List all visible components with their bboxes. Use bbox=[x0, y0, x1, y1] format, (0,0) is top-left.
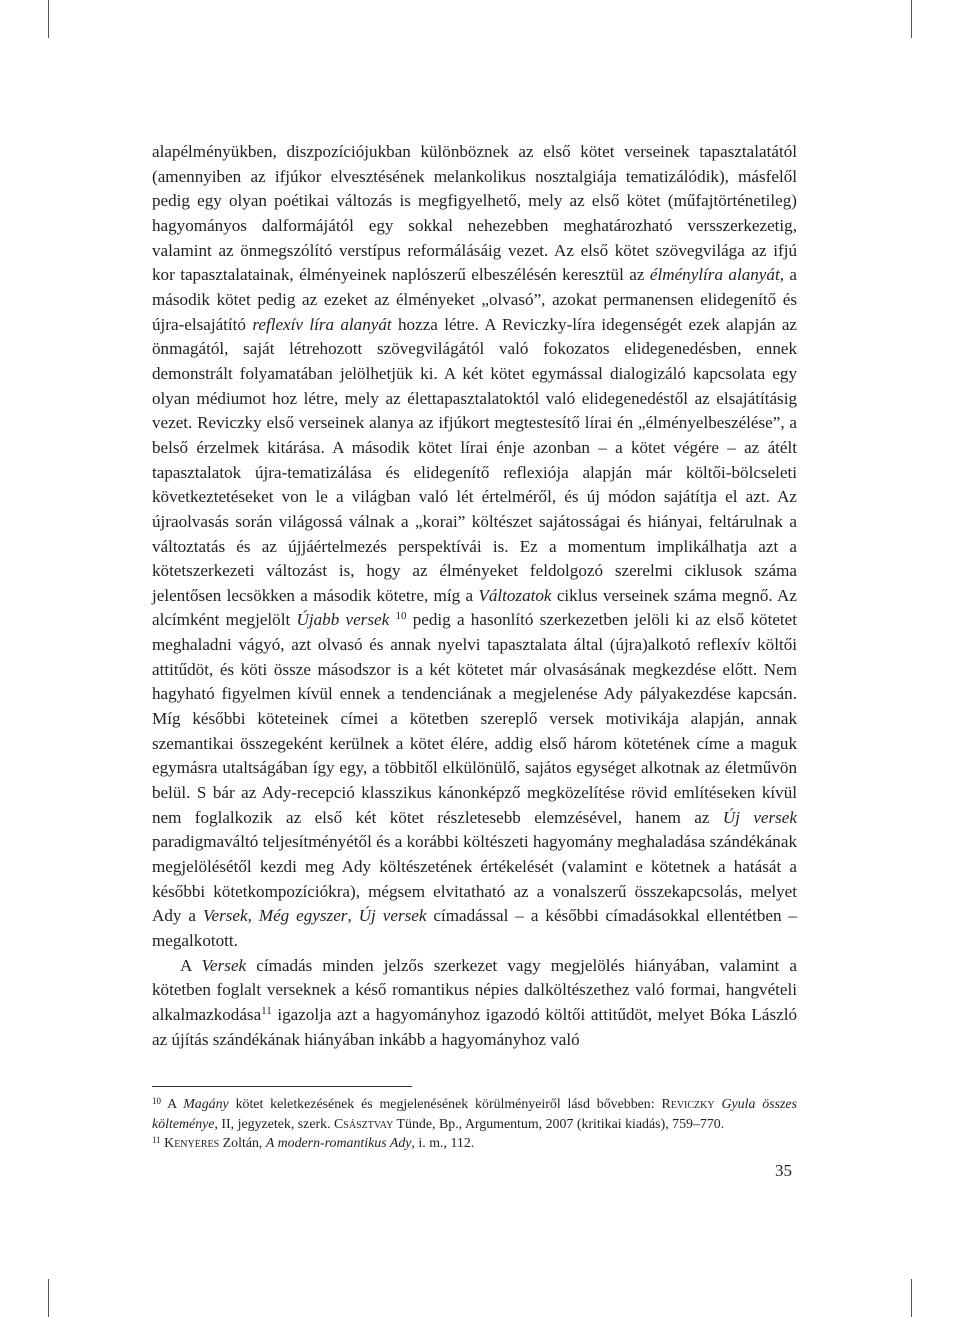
footnote-11: $^{11}$ Kenyeres Zoltán, A modern-romantikus Ady, i. m., 112. bbox=[152, 1135, 475, 1152]
crop-mark-bottom-right bbox=[911, 1279, 912, 1317]
paragraph-1: alapélményükben, diszpozíciójukban különböznek az első kötet verseinek tapasztalatától (amennyiben az ifjúkor elvesztésének melankolikus nosztalgiája tematizálódik), másfelől pedig egy olyan poétikai változás is megfigyelhető, mely az első kötet (műfajtörténetileg) hagyományos dalformájától egy sokkal nehezebben meghatározható versszerkezetig, valamint az önmegszólító verstípus reformálásáig vezet. Az első kötet szövegvilága az ifjú kor tapasztalatainak, élményeinek naplószerű elbeszélésén keresztül az élménylíra alanyát, a második kötet pedig az ezeket az élményeket „olvasó”, azokat permanensen elidegenítő és újra-elsajátító reflexív líra alanyát hozza létre. A Reviczky-líra idegenségét ezek alapján az önmagától, saját létrehozott szövegvilágától való fokozatos elidegenedésben, ennek demonstrált folyamatában jelölhetjük ki. A két kötet egymással dialogizáló kapcsolata egy olyan médiumot hoz létre, mely az élettapasztalatoktól való elidegenedéstől az elsajátításig vezet. Reviczky első verseinek alanya az ifjúkort megtestesítő lírai én „élményelbeszélése”, a belső érzelmek kitárása. A második kötet lírai énje azonban – a kötet végére – az átélt tapasztalatok újra-tematizálása és elidegenítő reflexiója alapján már költői-bölcseleti következtetéseket von le a világban való lét értelméről, és új módon sajátítja el azt. Az újraolvasás során világossá válnak a „korai” költészet sajátosságai és hiányai, feltárulnak a változtatás és az újjáértelmezés perspektívái is. Ez a momentum implikálhatja azt a kötetszerkezeti változást is, hogy az élményeket feldolgozó szerelmi ciklusok száma jelentősen lecsökken a második kötetre, míg a Változatok ciklus verseinek száma megnő. Az alcímként megjelölt Újabb versek $^{10}$ pedig a hasonlító szerkezetben jelöli ki az első kötetet meghaladni vágyó, azt olvasó és annak nyelvi tapasztalata által (újra)alkotó reflexív költői attitűdöt, és köti össze másodszor is a két kötetet már olvasásának megkezdése előtt. Nem hagyható figyelmen kívül ennek a tendenciának a megjelenése Ady pályakezdése kapcsán. Míg későbbi köteteinek címei a kötetben szereplő versek motivikája alapján, annak szemantikai összegeként kerülnek a kötet élére, addig első három kötetének címe a maguk egymásra utaltságában így egy, a többitől elkülönülő, sajátos egységet alkotnak az életművön belül. S bár az Ady-recepció klasszikus kánonképző megközelítése rövid említéseken kívül nem foglalkozik az első két kötet részletesebb elemzésével, hanem az Új versek paradigmaváltó teljesítményétől és a korábbi költészeti hagyomány meghaladása szándékának megjelölésétől kezdi meg Ady költészetének értékelését (valamint e kötetnek a hatását a későbbi kötetkompozíciókra), mégsem elvitatható az a vonalszerű összekapcsolás, melyet Ady a Versek, Még egyszer, Új versek címadással – a későbbi címadásokkal ellentétben – megalkotott. bbox=[152, 142, 798, 950]
crop-mark-top-right bbox=[911, 0, 912, 38]
paragraph-2: A Versek címadás minden jelzős szerkezet vagy megjelölés hiányában, valamint a kötetben foglalt verseknek a késő romantikus népies dalköltészethez való formai, hangvételi alkalmazkodása$^{11}$ igazolja azt a hagyományhoz igazodó költői attitűdöt, melyet Bóka László az újítás szándékának hiányában inkább a hagyományhoz való bbox=[152, 955, 797, 1049]
page-body bbox=[152, 140, 797, 1154]
page-number: 35 bbox=[775, 1161, 792, 1180]
footnote-separator bbox=[152, 1086, 412, 1087]
footnotes bbox=[152, 1095, 797, 1154]
footnote-ref-11[interactable]: 11 bbox=[261, 1004, 272, 1017]
crop-mark-top-left bbox=[48, 0, 49, 38]
footnote-ref-10[interactable]: 10 bbox=[395, 610, 407, 623]
crop-mark-bottom-left bbox=[48, 1279, 49, 1317]
footnote-10: $^{10}$ A Magány kötet keletkezésének és megjelenésének körülményeiről lásd bővebben: Reviczky Gyula összes költeménye, II, jegyzetek, szerk. Császtvay Tünde, Bp., Argumentum, 2007 (kritikai kiadás), 759–770. bbox=[152, 1096, 797, 1132]
